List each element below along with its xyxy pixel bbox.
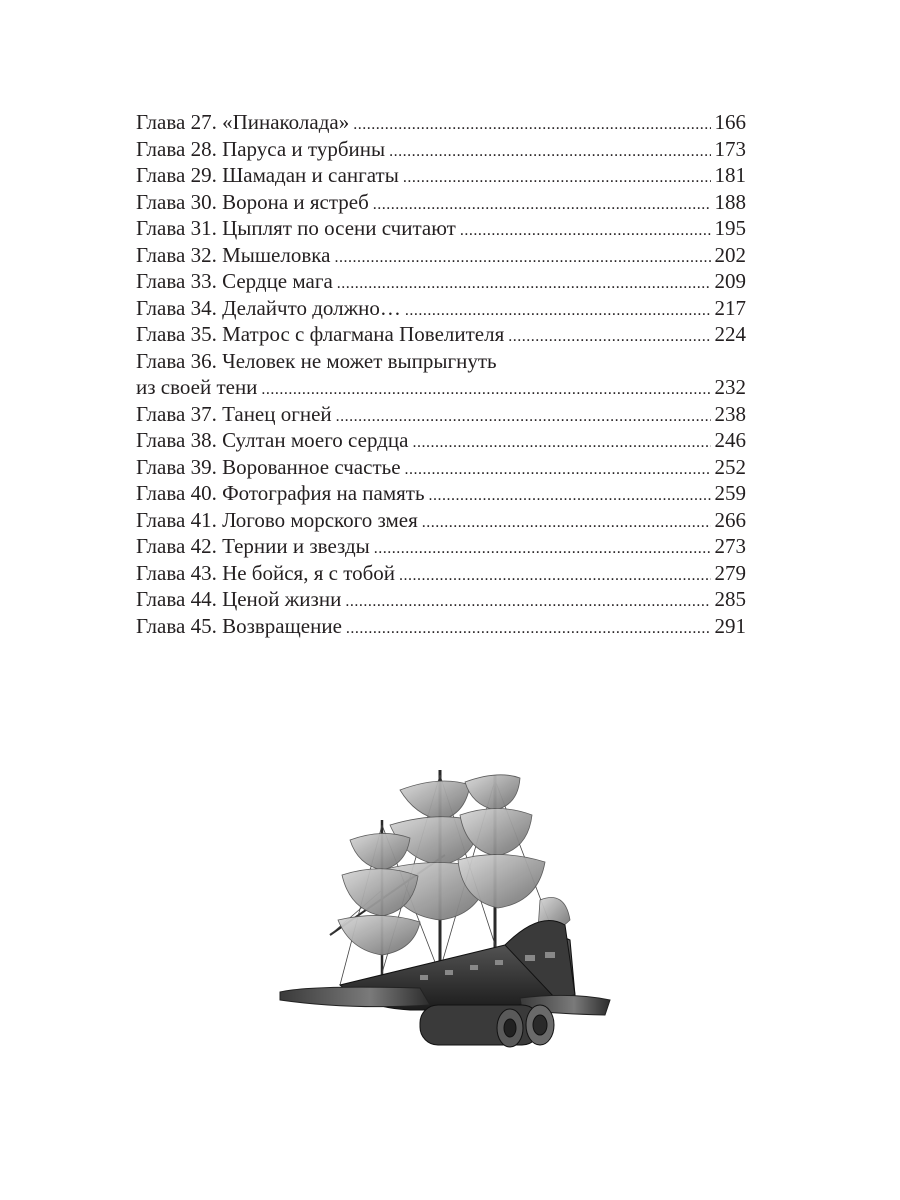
toc-entry-34[interactable] xyxy=(136,295,746,322)
toc-page-number: 266 xyxy=(714,507,746,532)
dot-leader xyxy=(412,427,710,457)
toc-page-number: 246 xyxy=(714,428,746,452)
toc-entry-44[interactable] xyxy=(136,586,746,613)
toc-page-number: 224 xyxy=(714,322,746,346)
dot-leader xyxy=(336,401,711,431)
toc-title: Глава 35. Матрос с флагмана Повелителя xyxy=(136,322,505,346)
dot-leader xyxy=(334,242,710,272)
toc-page-number: 279 xyxy=(714,560,746,585)
toc-page-number: 291 xyxy=(714,613,746,638)
dot-leader xyxy=(346,613,711,643)
toc-entry-27[interactable] xyxy=(136,109,746,136)
toc-page-number: 181 xyxy=(714,163,746,187)
toc-entry-31[interactable] xyxy=(136,215,746,242)
dot-leader xyxy=(373,189,711,219)
toc-title: Глава 27. «Пинаколада» xyxy=(136,110,350,134)
toc-page-number: 273 xyxy=(714,534,746,558)
toc-page-number: 173 xyxy=(714,136,746,161)
toc-page-number: 238 xyxy=(714,401,746,426)
toc-title: Глава 38. Султан моего сердца xyxy=(136,428,409,452)
toc-title: Глава 32. Мышеловка xyxy=(136,242,331,267)
toc-page-number: 188 xyxy=(714,189,746,214)
toc-page-number: 195 xyxy=(714,216,746,240)
toc-page-number: 217 xyxy=(714,295,746,320)
toc-title: Глава 39. Ворованное счастье xyxy=(136,454,401,479)
toc-page-number: 285 xyxy=(714,587,746,611)
toc-title: Глава 43. Не бойся, я с тобой xyxy=(136,560,396,585)
toc-entry-40[interactable] xyxy=(136,480,746,507)
dot-leader xyxy=(353,109,710,139)
toc-entry-28[interactable] xyxy=(136,136,746,163)
toc-page-number: 252 xyxy=(714,454,746,479)
dot-leader xyxy=(399,560,710,590)
dot-leader xyxy=(345,586,710,616)
toc-page-number: 232 xyxy=(714,375,746,399)
toc-title-continuation: из своей тени xyxy=(136,375,258,399)
toc-entry-38[interactable] xyxy=(136,427,746,454)
toc-page-number: 202 xyxy=(714,242,746,267)
toc-page-number: 259 xyxy=(714,481,746,505)
dot-leader xyxy=(261,374,710,404)
toc-entry-33[interactable] xyxy=(136,268,746,295)
flying-ship-illustration xyxy=(270,760,620,1070)
toc-title: Глава 36. Человек не может выпрыгнуть xyxy=(136,348,497,373)
dot-leader xyxy=(405,295,711,325)
toc-entry-29[interactable] xyxy=(136,162,746,189)
toc-title: Глава 28. Паруса и турбины xyxy=(136,136,386,161)
toc-title: Глава 44. Ценой жизни xyxy=(136,587,342,611)
toc-title: Глава 30. Ворона и ястреб xyxy=(136,189,369,214)
toc-title: Глава 31. Цыплят по осени считают xyxy=(136,216,456,240)
dot-leader xyxy=(422,507,711,537)
dot-leader xyxy=(508,321,710,351)
dot-leader xyxy=(460,215,711,245)
toc-title: Глава 40. Фотография на память xyxy=(136,481,425,505)
toc-entry-35[interactable] xyxy=(136,321,746,348)
toc-title: Глава 33. Сердце мага xyxy=(136,269,333,293)
toc-entry-41[interactable] xyxy=(136,507,746,534)
toc-title: Глава 37. Танец огней xyxy=(136,401,332,426)
table-of-contents xyxy=(136,109,746,639)
toc-title: Глава 41. Логово морского змея xyxy=(136,507,418,532)
toc-entry-45[interactable] xyxy=(136,613,746,640)
toc-entry-43[interactable] xyxy=(136,560,746,587)
toc-entry-36-line-2[interactable] xyxy=(136,374,746,401)
toc-page-number: 209 xyxy=(714,269,746,293)
toc-title: Глава 29. Шамадан и сангаты xyxy=(136,163,399,187)
dot-leader xyxy=(389,136,710,166)
toc-page-number: 166 xyxy=(714,110,746,134)
toc-entry-42[interactable] xyxy=(136,533,746,560)
toc-entry-30[interactable] xyxy=(136,189,746,216)
dot-leader xyxy=(374,533,711,563)
ship-icon xyxy=(270,760,620,1070)
toc-entry-37[interactable] xyxy=(136,401,746,428)
toc-title: Глава 42. Тернии и звезды xyxy=(136,534,370,558)
dot-leader xyxy=(403,162,711,192)
toc-entry-36-line-1[interactable] xyxy=(136,348,746,375)
dot-leader xyxy=(337,268,711,298)
dot-leader xyxy=(429,480,711,510)
toc-entry-32[interactable] xyxy=(136,242,746,269)
toc-title: Глава 45. Возвращение xyxy=(136,613,342,638)
toc-title: Глава 34. Делайчто должно… xyxy=(136,295,401,320)
toc-entry-39[interactable] xyxy=(136,454,746,481)
dot-leader xyxy=(405,454,711,484)
